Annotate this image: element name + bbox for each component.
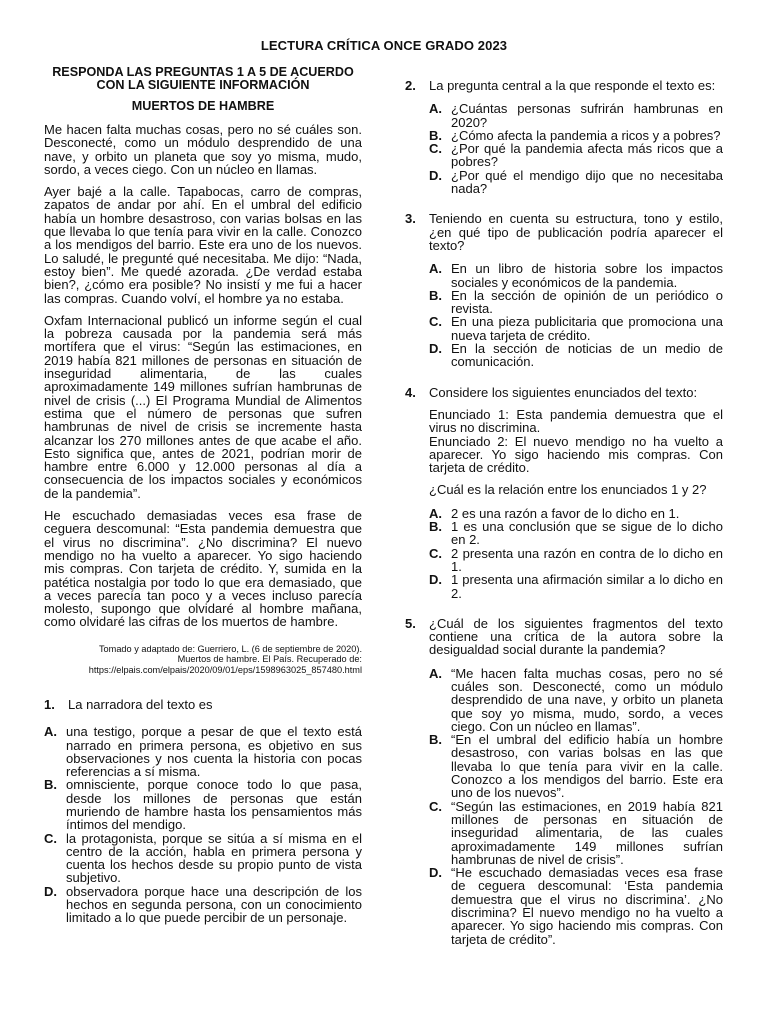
option-b[interactable] bbox=[44, 778, 362, 831]
option-text: En la sección de opinión de un periódico o revista. bbox=[451, 287, 723, 317]
question-2-options bbox=[429, 102, 723, 195]
instructions-heading: RESPONDA LAS PREGUNTAS 1 A 5 DE ACUERDO CON LA SIGUIENTE INFORMACIÓN bbox=[52, 65, 354, 92]
option-letter: D. bbox=[44, 883, 57, 899]
option-b[interactable] bbox=[429, 129, 723, 142]
source-url: https://elpais.com/elpais/2020/09/01/eps/1598963025_857480.html bbox=[88, 664, 362, 675]
question-1-options bbox=[44, 725, 362, 924]
option-letter: C. bbox=[44, 830, 57, 846]
question-3 bbox=[405, 212, 723, 368]
option-d[interactable] bbox=[44, 885, 362, 925]
option-letter: B. bbox=[429, 519, 442, 535]
question-5 bbox=[405, 617, 723, 946]
option-text: ¿Cómo afecta la pandemia a ricos y a pobres? bbox=[451, 127, 721, 143]
question-number: 5. bbox=[405, 615, 416, 631]
option-letter: D. bbox=[429, 341, 442, 357]
option-b[interactable] bbox=[429, 733, 723, 799]
option-d[interactable] bbox=[429, 169, 723, 196]
question-number: 3. bbox=[405, 211, 416, 227]
option-letter: B. bbox=[44, 777, 57, 793]
option-letter: A. bbox=[429, 665, 442, 681]
option-b[interactable] bbox=[429, 289, 723, 316]
option-letter: C. bbox=[429, 545, 442, 561]
option-a[interactable] bbox=[429, 667, 723, 733]
option-text: observadora porque hace una descripción de los hechos en segunda persona, con un conocimiento limitado a lo que puede percibir de un personaje. bbox=[66, 883, 362, 926]
reading-title: MUERTOS DE HAMBRE bbox=[131, 99, 275, 113]
option-c[interactable] bbox=[429, 547, 723, 574]
question-2 bbox=[405, 79, 723, 195]
option-text: una testigo, porque a pesar de que el texto está narrado en primera persona, es objetivo en sus observaciones y nos cuenta la historia con pocas referencias a sí misma. bbox=[66, 724, 362, 780]
option-text: 1 es una conclusión que se sigue de lo dicho en 2. bbox=[451, 519, 723, 548]
question-text: La pregunta central a la que responde el texto es: bbox=[429, 78, 716, 93]
option-text: omnisciente, porque conoce todo lo que pasa, desde los millones de personas que están muriendo de hambre hasta los pensamientos más íntimos del mendigo. bbox=[66, 777, 362, 833]
option-c[interactable] bbox=[429, 142, 723, 169]
question-1 bbox=[44, 698, 362, 711]
statement-1: Enunciado 1: Esta pandemia demuestra que el virus no discrimina. bbox=[429, 406, 723, 436]
question-5-options bbox=[429, 667, 723, 946]
option-a[interactable] bbox=[429, 102, 723, 129]
option-text: la protagonista, porque se sitúa a sí misma en el centro de la acción, habla en primera persona y cuenta los hechos desde su propio punto de vista subjetivo. bbox=[66, 830, 362, 886]
option-c[interactable] bbox=[429, 800, 723, 866]
option-letter: A. bbox=[429, 101, 442, 117]
option-text: “Según las estimaciones, en 2019 había 821 millones de personas en situación de inseguridad alimentaria, de las cuales aproximadamente 149 millones sufrían hambrunas de nivel de crisis”. bbox=[451, 798, 723, 867]
option-letter: A. bbox=[44, 724, 57, 740]
option-letter: A. bbox=[429, 261, 442, 277]
reading-paragraph: Oxfam Internacional publicó un informe según el cual la pobreza causada por la pandemia será más mortífera que el virus: “Según las estimaciones, en 2019 había 821 millones de personas en situación de inseguridad alimentaria, de las cuales aproximadamente 149 millones sufrían hambrunas de nivel de crisis (...) El Programa Mundial de Alimentos estima que el número de personas que sufren hambrunas de nivel de crisis se incremente hasta alcanzar los 270 millones antes de que acabe el año. Esto significa que, antes de 2021, podrían morir de hambre entre 6.000 y 12.000 personas al día a consecuencia de los impactos sociales y económicos de la pandemia”. bbox=[44, 312, 362, 501]
question-number: 1. bbox=[44, 696, 55, 712]
option-b[interactable] bbox=[429, 520, 723, 547]
option-d[interactable] bbox=[429, 866, 723, 946]
question-number: 2. bbox=[405, 78, 416, 93]
option-text: En un libro de historia sobre los impactos sociales y económicos de la pandemia. bbox=[451, 261, 723, 290]
option-letter: B. bbox=[429, 287, 442, 303]
option-text: 1 presenta una afirmación similar a lo dicho en 2. bbox=[451, 572, 723, 601]
source-citation bbox=[44, 644, 362, 675]
question-text: Considere los siguientes enunciados del texto: bbox=[429, 384, 698, 400]
statement-2: Enunciado 2: El nuevo mendigo no ha vuelto a aparecer. Yo sigo haciendo mis compras. Con tarjeta de crédito. bbox=[429, 433, 723, 476]
option-text: 2 es una razón a favor de lo dicho en 1. bbox=[451, 505, 680, 521]
option-letter: D. bbox=[429, 572, 442, 588]
option-text: ¿Por qué el mendigo dijo que no necesitaba nada? bbox=[451, 167, 723, 197]
option-letter: C. bbox=[429, 141, 442, 157]
reading-paragraph: He escuchado demasiadas veces esa frase de ceguera descomunal: “Esta pandemia demuestra que el virus no discrimina”. ¿No discrimina? El nuevo mendigo no ha vuelto a aparecer. Yo sigo haciendo mis compras. Con tarjeta de crédito. Y, sumida en la patética nostalgia por todo lo que era demasiado, que a veces parecía tan poco y a veces incluso parecía molesto, supongo que olvidaré al hombre mañana, como olvidaré las cifras de los muertos de hambre. bbox=[44, 508, 362, 630]
option-d[interactable] bbox=[429, 573, 723, 600]
question-text: La narradora del texto es bbox=[68, 696, 213, 712]
question-3-options bbox=[429, 262, 723, 368]
option-c[interactable] bbox=[429, 315, 723, 342]
option-text: ¿Cuántas personas sufrirán hambrunas en 2020? bbox=[451, 101, 723, 130]
option-letter: D. bbox=[429, 865, 442, 881]
question-text: Teniendo en cuenta su estructura, tono y estilo, ¿en qué tipo de publicación podría aparecer el texto? bbox=[429, 211, 723, 253]
option-text: En una pieza publicitaria que promociona una nueva tarjeta de crédito. bbox=[451, 314, 723, 343]
option-d[interactable] bbox=[429, 342, 723, 369]
option-text: ¿Por qué la pandemia afecta más ricos que a pobres? bbox=[451, 141, 723, 170]
option-text: “En el umbral del edificio había un hombre desastroso, con varias bolsas en las que llevaba lo que tenía para vivir en la calle. Conozco a los mendigos del barrio. Este era uno de los nuevos”. bbox=[451, 732, 723, 801]
option-text: “He escuchado demasiadas veces esa frase de ceguera descomunal: ‘Esta pandemia demuestra que el virus no discrimina’. ¿No discrimina? El nuevo mendigo no ha vuelto a aparecer. Yo sigo haciendo mis compras. Con tarjeta de crédito”. bbox=[451, 865, 723, 947]
reading-paragraph: Ayer bajé a la calle. Tapabocas, carro de compras, zapatos de andar por ahí. En el umbral del edificio había un hombre desastroso, con varias bolsas en las que llevaba lo que tenía para vivir en la calle. Conozco a los mendigos del barrio. Este era uno de los nuevos. Lo saludé, le pregunté qué necesitaba. Me dijo: “Nada, estoy bien”. Me quedé azorada. ¿De verdad estaba bien?, ¿cómo era posible? No insistí y me fui a hacer las compras. Cuando volví, el hombre ya no estaba. bbox=[44, 184, 362, 306]
option-text: 2 presenta una razón en contra de lo dicho en 1. bbox=[451, 545, 723, 574]
option-letter: C. bbox=[429, 314, 442, 330]
relation-question: ¿Cuál es la relación entre los enunciados 1 y 2? bbox=[429, 482, 707, 498]
option-a[interactable] bbox=[429, 507, 723, 520]
right-column bbox=[405, 79, 723, 946]
option-a[interactable] bbox=[429, 262, 723, 289]
option-letter: B. bbox=[429, 732, 442, 748]
option-text: En la sección de noticias de un medio de comunicación. bbox=[451, 341, 723, 370]
option-c[interactable] bbox=[44, 832, 362, 885]
page-title: LECTURA CRÍTICA ONCE GRADO 2023 bbox=[260, 38, 508, 53]
option-letter: A. bbox=[429, 505, 442, 521]
option-letter: C. bbox=[429, 798, 442, 814]
option-letter: B. bbox=[429, 127, 442, 143]
question-4-options bbox=[429, 507, 723, 600]
source-line: Muertos de hambre. El País. Recuperado de: bbox=[177, 654, 362, 665]
question-number: 4. bbox=[405, 384, 416, 400]
reading-paragraph: Me hacen falta muchas cosas, pero no sé cuáles son. Desconecté, como un módulo desprendido de una nave, y orbito un planeta que soy yo misma, mudo, sordo, a veces ciego. Con un núcleo en llamas. bbox=[44, 122, 362, 177]
question-text: ¿Cuál de los siguientes fragmentos del texto contiene una crítica de la autora sobre la desigualdad social durante la pandemia? bbox=[429, 615, 723, 658]
question-4 bbox=[405, 386, 723, 600]
source-line: Tomado y adaptado de: Guerriero, L. (6 de septiembre de 2020). bbox=[98, 643, 362, 654]
left-column bbox=[44, 66, 362, 925]
option-a[interactable] bbox=[44, 725, 362, 778]
option-letter: D. bbox=[429, 167, 442, 183]
option-text: “Me hacen falta muchas cosas, pero no sé cuáles son. Desconecté, como un módulo desprendido de una nave, y orbito un planeta que soy yo misma, mudo, sordo, a veces ciego. Con un núcleo en llamas”. bbox=[451, 665, 723, 734]
